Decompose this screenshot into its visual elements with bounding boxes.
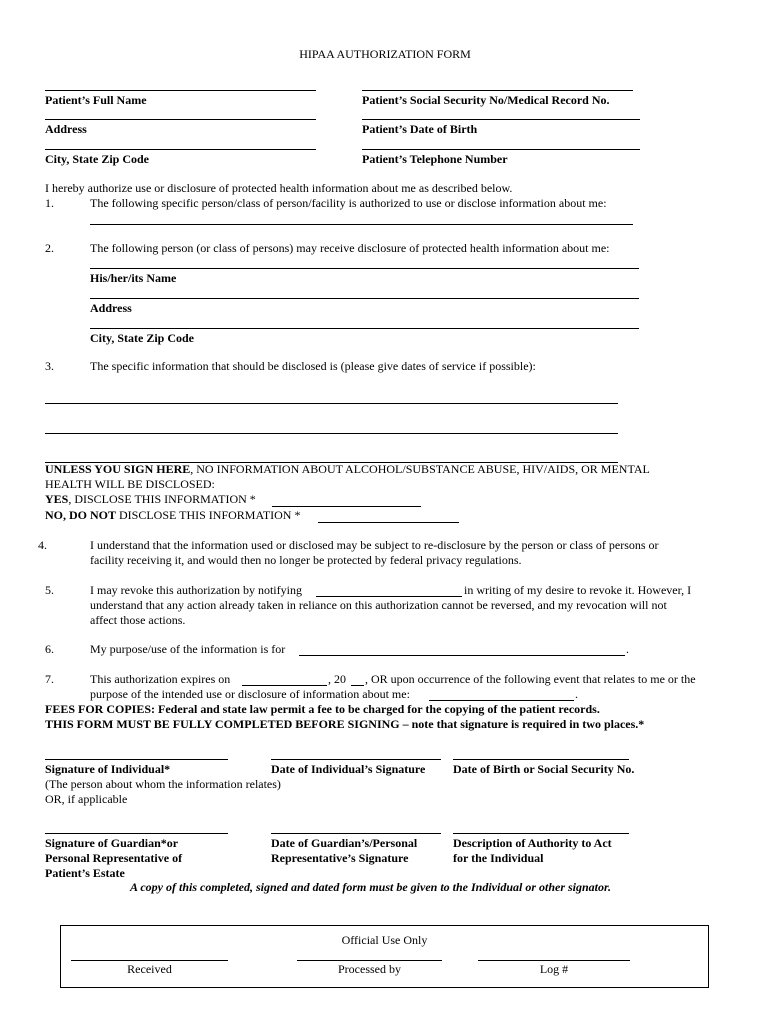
dob-ssn-line[interactable] (453, 759, 629, 760)
recipient-name-label: His/her/its Name (90, 271, 177, 285)
guardian-date-label-2: Representative’s Signature (271, 851, 409, 865)
patient-name-line[interactable] (45, 90, 316, 91)
guardian-label-1: Signature of Guardian*or (45, 836, 179, 850)
log-line[interactable] (478, 960, 630, 961)
item7-line1b: , 20 (328, 672, 346, 686)
item2-text: The following person (or class of persons) may receive disclosure of protected health information about me: (90, 241, 610, 255)
recipient-name-line[interactable] (90, 268, 639, 269)
unless-line-2: HEALTH WILL BE DISCLOSED: (45, 477, 215, 491)
guardian-label-2: Personal Representative of (45, 851, 183, 865)
recipient-address-line[interactable] (90, 298, 639, 299)
official-use-title: Official Use Only (341, 933, 428, 947)
received-line[interactable] (71, 960, 228, 961)
processed-line[interactable] (297, 960, 442, 961)
item5-line2: understand that any action already taken in reliance on this authorization cannot be reversed, and my revocation will not (90, 598, 667, 612)
item7-number: 7. (45, 672, 54, 686)
authority-label-1: Description of Authority to Act (453, 836, 612, 850)
fees-notice: FEES FOR COPIES: Federal and state law permit a fee to be charged for the copying of the patient records. (45, 702, 600, 716)
item6-text: My purpose/use of the information is for (90, 642, 286, 656)
form-title: HIPAA AUTHORIZATION FORM (299, 47, 471, 61)
no-rest: DISCLOSE THIS INFORMATION * (116, 508, 301, 522)
individual-signature-label: Signature of Individual* (45, 762, 171, 776)
expiry-year-line[interactable] (351, 685, 364, 686)
official-use-box (60, 925, 709, 988)
individual-date-line[interactable] (271, 759, 441, 760)
patient-name-label: Patient’s Full Name (45, 93, 147, 107)
item5-line3: affect those actions. (90, 613, 186, 627)
individual-signature-line[interactable] (45, 759, 228, 760)
unless-rest: , NO INFORMATION ABOUT ALCOHOL/SUBSTANCE ABUSE, HIV/AIDS, OR MENTAL (190, 462, 650, 476)
received-label: Received (127, 962, 172, 976)
patient-address-line[interactable] (45, 119, 316, 120)
copy-note: A copy of this completed, signed and dated form must be given to the Individual or other signator. (130, 880, 612, 894)
item5-number: 5. (45, 583, 54, 597)
or-if-applicable: OR, if applicable (45, 792, 128, 806)
guardian-date-line[interactable] (271, 833, 441, 834)
patient-ssn-label: Patient’s Social Security No/Medical Record No. (362, 93, 610, 107)
expiry-event-line[interactable] (429, 700, 574, 701)
recipient-city-label: City, State Zip Code (90, 331, 195, 345)
no-disclose (45, 508, 300, 523)
patient-phone-label: Patient’s Telephone Number (362, 152, 508, 166)
patient-phone-line[interactable] (362, 149, 640, 150)
item3-number: 3. (45, 359, 54, 373)
must-complete-notice: THIS FORM MUST BE FULLY COMPLETED BEFORE SIGNING – note that signature is required in two places.* (45, 717, 645, 731)
individual-note: (The person about whom the information relates) (45, 777, 281, 791)
yes-bold: YES (45, 492, 69, 506)
guardian-label-3: Patient’s Estate (45, 866, 125, 880)
yes-rest: , DISCLOSE THIS INFORMATION * (68, 492, 256, 506)
individual-date-label: Date of Individual’s Signature (271, 762, 426, 776)
item1-number: 1. (45, 196, 54, 210)
yes-signature-line[interactable] (272, 506, 421, 507)
yes-disclose (45, 492, 256, 507)
item4-number: 4. (38, 538, 47, 552)
processed-label: Processed by (338, 962, 401, 976)
revoke-notify-line[interactable] (316, 596, 462, 597)
log-label: Log # (539, 962, 569, 976)
no-bold: NO, DO NOT (45, 508, 117, 522)
item4-line2: facility receiving it, and would then no longer be protected by federal privacy regulations. (90, 553, 522, 567)
item5-line1a: I may revoke this authorization by notifying (90, 583, 302, 597)
authority-line[interactable] (453, 833, 629, 834)
patient-dob-label: Patient’s Date of Birth (362, 122, 478, 136)
no-signature-line[interactable] (318, 522, 459, 523)
item7-period: . (575, 687, 578, 701)
item2-number: 2. (45, 241, 54, 255)
info-line-1[interactable] (45, 403, 618, 404)
patient-dob-line[interactable] (362, 119, 640, 120)
authority-label-2: for the Individual (453, 851, 544, 865)
patient-city-label: City, State Zip Code (45, 152, 150, 166)
item1-text: The following specific person/class of person/facility is authorized to use or disclose information about me: (90, 196, 607, 210)
info-line-2[interactable] (45, 433, 618, 434)
unless-line-1 (45, 462, 650, 477)
recipient-address-label: Address (90, 301, 132, 315)
purpose-line[interactable] (299, 655, 625, 656)
item7-line2: purpose of the intended use or disclosure of information about me: (90, 687, 410, 701)
guardian-signature-line[interactable] (45, 833, 228, 834)
expiry-date-line[interactable] (242, 685, 327, 686)
item6-period: . (626, 642, 629, 656)
unless-bold: UNLESS YOU SIGN HERE (45, 462, 191, 476)
item1-line[interactable] (90, 224, 633, 225)
patient-ssn-line[interactable] (362, 90, 633, 91)
item7-line1c: , OR upon occurrence of the following event that relates to me or the (365, 672, 696, 686)
patient-city-line[interactable] (45, 149, 316, 150)
guardian-date-label-1: Date of Guardian’s/Personal (271, 836, 418, 850)
item5-line1b: in writing of my desire to revoke it. However, I (464, 583, 692, 597)
item7-line1a: This authorization expires on (90, 672, 231, 686)
recipient-city-line[interactable] (90, 328, 639, 329)
intro-text: I hereby authorize use or disclosure of protected health information about me as described below. (45, 181, 513, 195)
dob-ssn-label: Date of Birth or Social Security No. (453, 762, 635, 776)
item3-text: The specific information that should be disclosed is (please give dates of service if possible): (90, 359, 536, 373)
patient-address-label: Address (45, 122, 87, 136)
item4-line1: I understand that the information used or disclosed may be subject to re-disclosure by the person or class of persons or (90, 538, 659, 552)
item6-number: 6. (45, 642, 54, 656)
